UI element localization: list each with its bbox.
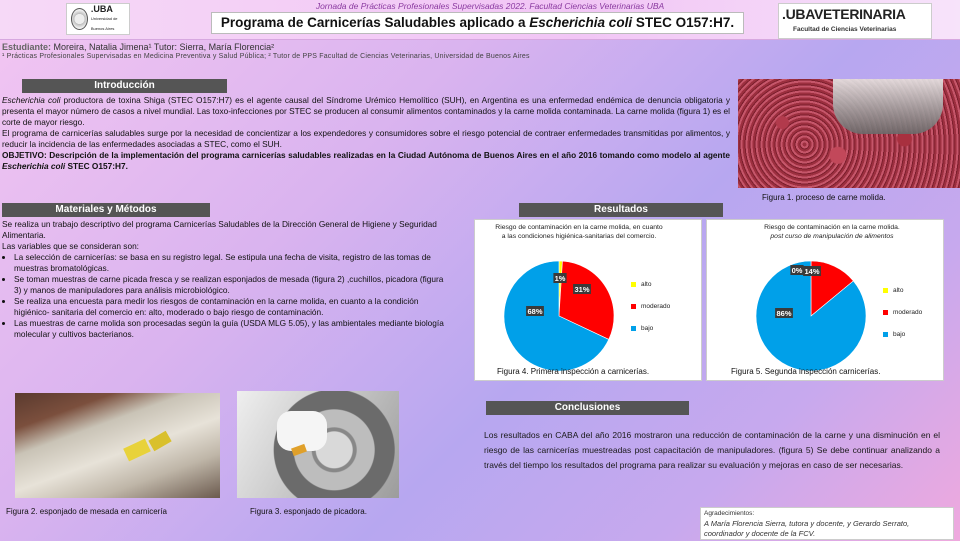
- ground-meat-photo: [738, 79, 960, 188]
- legend-swatch: [631, 304, 636, 309]
- legend-label: alto: [893, 286, 904, 294]
- intro-p2: El programa de carnicerías saludables surge por la necesidad de concientizar a los expendedores y consumidores sobre el riesgo potencial de contraer enfermedades transmitidas por alimentos, y reducir la incidencia de las enfermedades asociadas a STEC, como el SUH.: [2, 128, 730, 149]
- legend-swatch: [883, 332, 888, 337]
- methods-text: [2, 219, 450, 340]
- methods-p1: Se realiza un trabajo descriptivo del programa Carnicerías Saludables de la Dirección General de Higiene y Seguridad Alimentaria.: [2, 219, 437, 240]
- acknowledgements-text: A María Florencia Sierra, tutora y docente, y Gerardo Serrato, coordinador y docente de la FCV.: [704, 519, 910, 538]
- acknowledgements-box: [700, 507, 954, 540]
- sponge-shape: [123, 439, 151, 462]
- intro-italic: Escherichia coli: [2, 95, 61, 105]
- uba-seal-icon: [71, 8, 88, 30]
- figure-3-caption: Figura 3. esponjado de picadora.: [250, 507, 367, 516]
- objective-text: OBJETIVO: Descripción de la implementación del programa carnicerías saludables realizadas en la Ciudad Autónoma de Buenos Aires en el año 2016 tomando como modelo al agente: [2, 150, 730, 160]
- legend-label: alto: [641, 280, 652, 288]
- legend-label: moderado: [641, 302, 671, 310]
- objective-italic: Escherichia coli: [2, 161, 66, 171]
- acknowledgements-label: Agradecimientos:: [704, 510, 755, 517]
- event-subtitle: Jornada de Prácticas Profesionales Supervisadas 2022. Facultad Ciencias Veterinarias UBA: [315, 1, 665, 11]
- methods-item: • La selección de carnicerías: se basa en su registro legal. Se estipula una fecha de visita, registro de las tomas de muestras bromatológicas.: [14, 252, 450, 274]
- pie-data-label-alto: 1%: [554, 274, 566, 283]
- sponge-shape: [148, 431, 171, 451]
- title-suffix: STEC O157:H7.: [632, 15, 735, 30]
- uba-logo-text: .UBA: [90, 4, 113, 14]
- title-italic: Escherichia coli: [529, 15, 633, 30]
- poster-title: [211, 12, 744, 34]
- pie-chart-second-inspection: [706, 219, 944, 381]
- pie-data-label-bajo: 68%: [527, 307, 543, 316]
- methods-item: • Se toman muestras de carne picada fresca y se realizan esponjados de mesada (figura 2) ,cuchillos, picadora (figura 3) y manos de manipuladores para análisis microbiológico.: [14, 274, 450, 296]
- vet-logo-subtext: Facultad de Ciencias Veterinarias: [793, 26, 897, 33]
- authors-line: [2, 42, 274, 52]
- uba-logo: [66, 3, 130, 35]
- title-prefix: Programa de Carnicerías Saludables aplicado a: [220, 15, 530, 30]
- methods-item: • Se realiza una encuesta para medir los riesgos de contaminación en la carne molida, en cuanto a la condición higiénico- sanitaria del comercio en: alto, moderado o bajo riesgo de contaminación.: [14, 296, 450, 318]
- figure-1-caption: Figura 1. proceso de carne molida.: [762, 193, 886, 202]
- legend-label: bajo: [893, 330, 906, 338]
- chart2-title-line2: post curso de manipulación de alimentos: [770, 233, 894, 240]
- chart1-legend: [631, 273, 670, 339]
- legend-swatch: [631, 326, 636, 331]
- intro-heading: Introducción: [22, 79, 227, 93]
- uba-veterinaria-logo: [778, 3, 932, 39]
- pie-data-label-bajo: 86%: [776, 309, 792, 318]
- uba-logo-subtext: Universidad de Buenos Aires: [90, 16, 118, 31]
- intro-text: [2, 95, 730, 172]
- header-divider: [0, 39, 960, 40]
- intro-p1: productora de toxina Shiga (STEC O157:H7) es el agente causal del Síndrome Urémico Hemolítico (SUH), en Argentina es una enfermedad endémica de denuncia obligatoria y presenta el mayor número de casos a nivel mundial. Las toxo-infecciones por STEC se producen al consumir alimentos contaminados y la carne molida contaminada. La carne molida (figura 1) es el corte de mayor riesgo.: [2, 95, 730, 127]
- conclusions-heading: Conclusiones: [486, 401, 689, 415]
- methods-p2: Las variables que se consideran son:: [2, 241, 139, 251]
- methods-item: • Las muestras de carne molida son procesadas según la guía (USDA MLG 5.05), y las ambientales mediante biología molecular y cultivos bacterianos.: [14, 318, 450, 340]
- pie-chart-first-inspection: [474, 219, 702, 381]
- pie-data-label-moderado: 31%: [574, 285, 590, 294]
- vet-logo-text: .UBAVETERINARIA: [782, 6, 906, 22]
- affiliations: ¹ Prácticas Profesionales Supervisadas en Medicina Preventiva y Salud Pública; ² Tutor de PPS Facultad de Ciencias Veterinarias, Universidad de Buenos Aires: [2, 53, 530, 60]
- methods-list: [2, 252, 450, 340]
- figure-2-caption: Figura 2. esponjado de mesada en carnicería: [6, 507, 167, 516]
- table-sponging-photo: [15, 393, 220, 498]
- figure-4-caption: Figura 4. Primera inspección a carnicerías.: [497, 367, 650, 376]
- grinder-shape: [833, 79, 943, 134]
- chart2-legend: [883, 279, 922, 345]
- pie-data-label-alto: 0%: [791, 266, 803, 275]
- figure-5-caption: Figura 5. Segunda inspección carnicerías.: [731, 367, 881, 376]
- chart1-title: Riesgo de contaminación en la carne molida, en cuanto a las condiciones higiénica-sanitarias del comercio.: [495, 224, 663, 240]
- pie-data-label-moderado: 14%: [804, 267, 820, 276]
- legend-swatch: [631, 282, 636, 287]
- authors-label: Estudiante:: [2, 42, 52, 52]
- legend-label: bajo: [641, 324, 654, 332]
- grinder-sponging-photo: [237, 391, 399, 498]
- conclusions-text: Los resultados en CABA del año 2016 mostraron una reducción de contaminación de la carne y una disminución en el riesgo de las carnicerías muestreadas post capacitación de manipuladores. (figura 5) Se debe continuar analizando a través del tiempo los resultados del programa para realizar su evaluación y mejoras en caso de ser necesarias.: [484, 430, 940, 470]
- authors-names: Moreira, Natalia Jimena¹ Tutor: Sierra, María Florencia²: [51, 42, 275, 52]
- results-heading: Resultados: [519, 203, 723, 217]
- legend-swatch: [883, 288, 888, 293]
- methods-heading: Materiales y Métodos: [2, 203, 210, 217]
- chart2-title-line1: Riesgo de contaminación en la carne molida.: [764, 224, 900, 231]
- legend-swatch: [883, 310, 888, 315]
- objective-tail: STEC O157:H7.: [65, 161, 128, 171]
- legend-label: moderado: [893, 308, 923, 316]
